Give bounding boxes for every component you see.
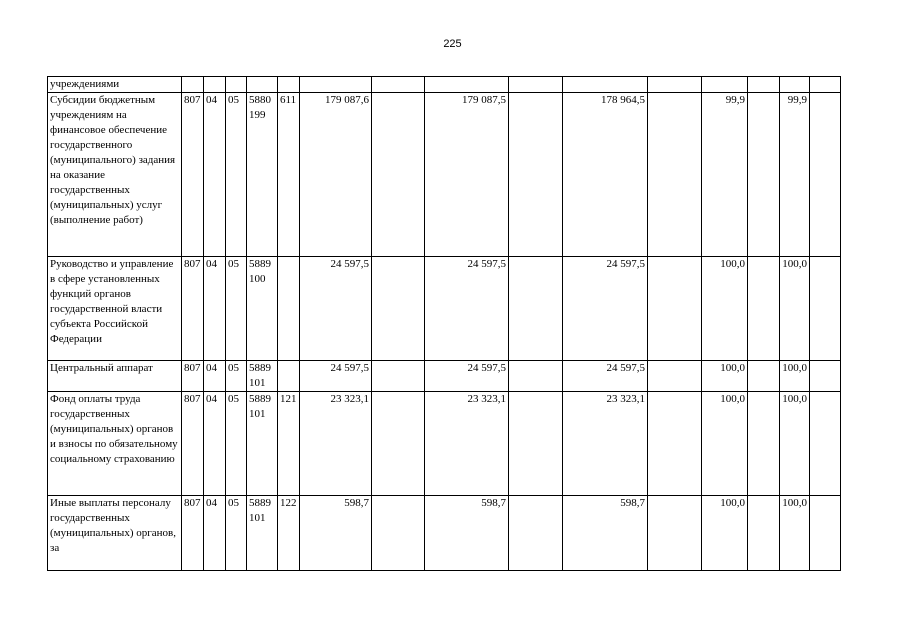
cell-value-1: 179 087,6 — [300, 93, 372, 257]
table-row — [48, 257, 841, 361]
cell-percent-2: 100,0 — [780, 496, 810, 571]
cell-vr: 121 — [278, 392, 300, 496]
cell-csr: 5889 100 — [247, 257, 278, 361]
cell-value-2: 598,7 — [425, 496, 509, 571]
cell-empty — [509, 496, 563, 571]
cell-value-2: 24 597,5 — [425, 257, 509, 361]
cell-percent-1: 100,0 — [702, 361, 748, 392]
cell-ved: 807 — [182, 93, 204, 257]
cell-csr: 5889 101 — [247, 392, 278, 496]
cell-empty — [372, 392, 425, 496]
cell-ved: 807 — [182, 496, 204, 571]
cell-empty — [372, 93, 425, 257]
cell-ved: 807 — [182, 361, 204, 392]
cell-empty — [648, 392, 702, 496]
cell-value-3: 598,7 — [563, 496, 648, 571]
cell-csr: 5880 199 — [247, 93, 278, 257]
cell-csr: 5889 101 — [247, 496, 278, 571]
cell-value-1: 598,7 — [300, 496, 372, 571]
cell-percent-2: 99,9 — [780, 93, 810, 257]
cell-percent-1: 99,9 — [702, 93, 748, 257]
cell-value-1: 24 597,5 — [300, 361, 372, 392]
row-name: Фонд оплаты труда государственных (муниципальных) органов и взносы по обязательному социальному страхованию — [48, 392, 182, 496]
row-name: Руководство и управление в сфере установленных функций органов государственной власти субъекта Российской Федерации — [48, 257, 182, 361]
cell-percent-1 — [702, 77, 748, 93]
cell-empty — [810, 496, 841, 571]
cell-empty — [509, 257, 563, 361]
cell-empty — [810, 257, 841, 361]
cell-value-2: 23 323,1 — [425, 392, 509, 496]
cell-percent-2 — [780, 77, 810, 93]
cell-ved: 807 — [182, 392, 204, 496]
cell-ved: 807 — [182, 257, 204, 361]
cell-percent-2: 100,0 — [780, 392, 810, 496]
cell-empty — [648, 496, 702, 571]
cell-empty — [748, 392, 780, 496]
cell-value-3: 24 597,5 — [563, 361, 648, 392]
cell-pr: 05 — [226, 93, 247, 257]
cell-rz: 04 — [204, 496, 226, 571]
cell-value-3: 24 597,5 — [563, 257, 648, 361]
cell-empty — [810, 392, 841, 496]
cell-empty — [372, 361, 425, 392]
cell-empty — [748, 257, 780, 361]
cell-vr: 122 — [278, 496, 300, 571]
cell-rz: 04 — [204, 392, 226, 496]
cell-empty — [648, 77, 702, 93]
cell-empty — [509, 361, 563, 392]
cell-value-2: 24 597,5 — [425, 361, 509, 392]
page-number: 225 — [443, 38, 462, 50]
cell-vr: 611 — [278, 93, 300, 257]
row-name: Иные выплаты персоналу государственных (муниципальных) органов, за — [48, 496, 182, 571]
cell-empty — [648, 361, 702, 392]
cell-csr: 5889 101 — [247, 361, 278, 392]
table-row — [48, 392, 841, 496]
cell-percent-2: 100,0 — [780, 361, 810, 392]
cell-value-2 — [425, 77, 509, 93]
cell-ved — [182, 77, 204, 93]
table-row — [48, 77, 841, 93]
cell-empty — [648, 93, 702, 257]
cell-value-3 — [563, 77, 648, 93]
cell-value-1: 24 597,5 — [300, 257, 372, 361]
cell-percent-1: 100,0 — [702, 496, 748, 571]
cell-empty — [748, 361, 780, 392]
cell-empty — [810, 361, 841, 392]
cell-value-3: 23 323,1 — [563, 392, 648, 496]
cell-value-2: 179 087,5 — [425, 93, 509, 257]
cell-vr — [278, 361, 300, 392]
row-name: учреждениями — [48, 77, 182, 93]
cell-rz: 04 — [204, 93, 226, 257]
cell-empty — [509, 392, 563, 496]
cell-pr — [226, 77, 247, 93]
cell-vr — [278, 257, 300, 361]
cell-value-1 — [300, 77, 372, 93]
cell-rz: 04 — [204, 361, 226, 392]
row-name: Субсидии бюджетным учреждениям на финансовое обеспечение государственного (муниципального) задания на оказание государственных (муниципальных) услуг (выполнение работ) — [48, 93, 182, 257]
table-row — [48, 496, 841, 571]
cell-empty — [372, 77, 425, 93]
cell-percent-2: 100,0 — [780, 257, 810, 361]
cell-empty — [748, 496, 780, 571]
cell-empty — [372, 257, 425, 361]
cell-empty — [372, 496, 425, 571]
cell-empty — [810, 77, 841, 93]
cell-empty — [509, 93, 563, 257]
cell-rz: 04 — [204, 257, 226, 361]
cell-empty — [509, 77, 563, 93]
row-name: Центральный аппарат — [48, 361, 182, 392]
cell-percent-1: 100,0 — [702, 392, 748, 496]
table-row — [48, 361, 841, 392]
table-row — [48, 93, 841, 257]
cell-empty — [810, 93, 841, 257]
cell-pr: 05 — [226, 392, 247, 496]
cell-empty — [748, 93, 780, 257]
cell-pr: 05 — [226, 257, 247, 361]
cell-csr — [247, 77, 278, 93]
cell-vr — [278, 77, 300, 93]
cell-percent-1: 100,0 — [702, 257, 748, 361]
cell-pr: 05 — [226, 361, 247, 392]
cell-empty — [748, 77, 780, 93]
cell-value-3: 178 964,5 — [563, 93, 648, 257]
cell-pr: 05 — [226, 496, 247, 571]
cell-rz — [204, 77, 226, 93]
cell-empty — [648, 257, 702, 361]
cell-value-1: 23 323,1 — [300, 392, 372, 496]
budget-table — [47, 76, 841, 571]
